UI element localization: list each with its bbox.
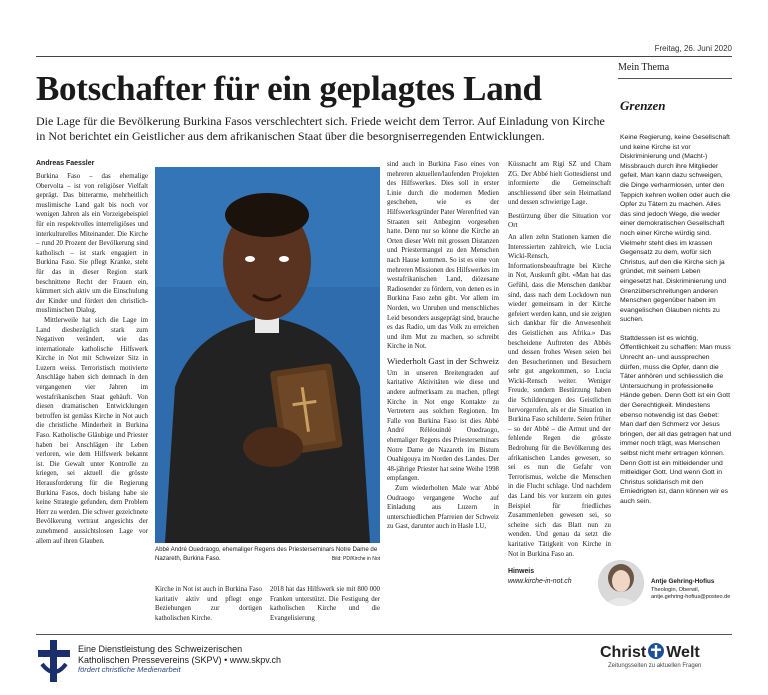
top-rule	[36, 56, 732, 57]
subheading: Wiederholt Gast in der Schweiz	[387, 355, 500, 366]
sidebar-title: Grenzen	[620, 98, 666, 113]
columnist-role: Theologin, Oberwil,	[651, 586, 700, 593]
columnist-name: Antje Gehring-Hofius	[651, 578, 715, 585]
sidebar-text	[620, 133, 732, 507]
paragraph: sind auch in Burkina Faso eines von mehreren aktuellen/laufenden Projekten des Hilfswerkes. Dies soll in erster Linie durch die modernen Medien geschehen, wie es der Hilfswerksgründer Pater Werenfried van Straaten seit Anbeginn vorgesehen hatte. Denn nur so könne die Kirche an Orten dieser Welt mit grossen Distanzen und Priestermangel zu den Menschen nach Hause kommen. So ist es eine von mehreren Missionen des Hilfswerkes im westafrikanischen Land, diözesane Radiosender zu fördern, von denen es in Burkina Faso zehn gibt. Vor allem im Norden, wo Unruhen und menschliches Leid besonders ausgeprägt sind, brauche es das Radio, um das Volk zu erreichen und ihm Mut zu machen, so schreibt Kirche in Not.	[387, 161, 499, 351]
article-column-3	[270, 585, 380, 623]
sidebar-rule	[618, 78, 732, 79]
globe-cross-icon	[647, 642, 665, 660]
issue-date: Freitag, 26. Juni 2020	[654, 44, 732, 53]
article-column-4	[387, 160, 499, 532]
paragraph: Zum wiederholten Male war Abbé Oudraogo vergangene Woche auf Einladung aus Luzern in unterschiedlichen Pfarreien der Schweiz zu Gast, darunter auch in Hasle LU,	[387, 485, 499, 531]
logo-welt: Welt	[666, 644, 700, 661]
headline: Botschafter für ein geplagtes Land	[36, 69, 542, 108]
hinweis-label: Hinweis	[508, 568, 535, 576]
paragraph: Um in unseren Breitengraden auf karitative Aktivitäten wie diese und andere aufmerksam zu machen, pflegt Kirche in Not enge Kontakte zu Vertretern aus solchen Regionen. Im Falle von Burkina Faso ist dies Abbé André Réléouindé Ouedraogo, ehemaliger Regens des Priesterseminars Notre Dame de Nazareth im Bistum Ouahigouya im Norden des Landes. Der 48-jährige Priester hat seine Weihe 1998 empfangen.	[387, 369, 499, 483]
paragraph: Stattdessen ist es wichtig, Öffentlichkeit zu schaffen: Man muss Unrecht an- und aussprechen dürfen, muss die Opfer, dann die Täter anhören und schliesslich die Untersuchung in professionelle Hände geben. Denn Gott ist ein Gott der Gerechtigkeit. Mindestens ebenso notwendig ist das Gebet: Man darf den Schmerz vor Jesus bringen, der all das getragen hat und immer noch trägt, was Menschen selbst nicht mehr ertragen können. Denn Gott ist ein mitleidender und mitleidiger Gott. Und wenn Gott in Christus solidarisch mit den Erniedrigten ist, dann können wir es auch sein.	[620, 334, 732, 505]
article-column-1	[36, 172, 148, 546]
paragraph: Keine Regierung, keine Gesellschaft und keine Kirche ist vor Diskriminierung und (Macht-) Missbrauch durch ihre Mitglieder gefeit. Man kann dazu schweigen, die Dinge verharmlosen, unter den Teppich kehren wollen oder auch die Opfer zu Tätern zu machen. Alles das sind jedoch Wege, die weder einer demokratischen Gesellschaft noch einer Kirche würdig sind. Vielmehr steht dies im krassen Gegensatz zu dem, wofür sich Christus, auf den die Kirche sich ja gründet, mit seinem Leben eingesetzt hat. Diskriminierung und Grenzüberschreitungen anderen Menschen gegenüber haben im evangelischen Glauben nichts zu suchen.	[620, 134, 731, 324]
skpv-notice	[78, 644, 281, 676]
skpv-slogan: fördert christliche Medienarbeit	[78, 665, 181, 674]
hinweis-link[interactable]: www.kirche-in-not.ch	[508, 577, 572, 585]
author-byline: Andreas Faessler	[36, 160, 95, 167]
skpv-line-2: Katholischen Pressevereins (SKPV) • www.skpv.ch	[78, 654, 282, 665]
sidebar-kicker: Mein Thema	[618, 62, 670, 73]
skpv-line-1: Eine Dienstleistung des Schweizerischen	[78, 644, 243, 654]
priest-photo-image	[155, 167, 380, 543]
author-avatar	[598, 560, 644, 606]
priest-photo	[155, 167, 380, 543]
columnist-info	[651, 578, 735, 602]
paragraph: Küssnacht am Rigi SZ und Cham ZG. Der Abbé hielt Gottesdienst und informierte die Gemeinschaft anschliessend über sein Heimatland und dessen schwierige Lage.	[508, 161, 611, 207]
caption-text: Abbé André Ouedraogo, ehemaliger Regens des Priesterseminars Notre Dame de Nazareth, Burkina Faso.	[155, 546, 378, 562]
paragraph: Burkina Faso – das ehemalige Obervolta – ist von religiöser Vielfalt geprägt. Das bitterarme, mehrheitlich muslimische Land galt bis noch vor wenigen Jahren als ein Vorzeigebeispiel für ein respektvolles interreligiöses und interkulturelles Miteinander. Die Kirche – rund 20 Prozent der Bevölkerung sind katholisch – ist stark engagiert in Burkina Faso. Sie pflegt Kranke, steht für das in dieser Region stark beschnittene Recht der Frauen ein, kümmert sich aktiv um die Einschulung der Kinder und fördert den christlich-muslimischen Dialog.	[36, 173, 148, 315]
skpv-cross-icon	[38, 640, 70, 682]
subheading: Bestürzung über die Situation vor Ort	[508, 211, 611, 229]
columnist-email[interactable]: antje.gehring-hofius@posteo.de	[651, 594, 731, 600]
christ-welt-logo	[600, 642, 700, 662]
lead-paragraph: Die Lage für die Bevölkerung Burkina Fasos verschlechtert sich. Friede weicht dem Terror. Auf Einladung von Kirche in Not berichtet ein Geistlicher aus dem afrikanischen Staat über die besorgniserregenden Entwicklungen.	[36, 114, 605, 143]
logo-christ: Christ	[600, 644, 647, 661]
paragraph: An allen zehn Stationen kamen die Interessierten zahlreich, wie Lucia Wicki-Rensch, Informationsbeauftragte bei Kirche in Not, Auskunft gibt. «Man hat das Gefühl, dass die Menschen dankbar sind, dass nach dem Lockdown nun wieder gemeinsam in der Kirche gefeiert werden kann, und sie zeigten sich dankbar für die Anwesenheit des Geistlichen aus Afrika.» Das bescheidene Auftreten des Abbés und dessen frohes Wesen seien bei den Besucherinnen und Besuchern sehr gut angekommen, so Lucia Wicki-Rensch weiter. Weniger Freude, sondern Bestürzung haben die Schilderungen des Geistlichen hervorgerufen, als er die Situation in Burkina Faso schilderte. Seien früher – so der Abbé – die Armut und der fehlende Regen die grösste Bedrohung für die Bevölkerung des afrikanischen Landes gewesen, so sei es nun die Gefahr von Terrorismus, welche die Menschen in die Flucht schlage. Und nachdem das Land bis vor kurzem ein gutes Beispiel für friedliches Zusammenleben gewesen sei, so scheine sich das Blatt nun zu wenden. Und genau da setzt die karitative Tätigkeit von Kirche in Not in Burkina Faso an.	[508, 233, 611, 558]
paragraph: 2018 hat das Hilfswerk sie mit 800 000 Franken unterstützt. Die Festigung der katholischen Kirche und die Evangelisierung	[270, 586, 380, 622]
paragraph: Kirche in Not ist auch in Burkina Faso karitativ aktiv und pflegt enge Beziehungen zur dortigen katholischen Kirche.	[155, 586, 262, 622]
author-portrait-image	[598, 560, 644, 606]
logo-tagline: Zeitungsseiten zu aktuellen Fragen	[608, 663, 702, 669]
article-column-5	[508, 160, 611, 586]
article-column-2	[155, 585, 262, 623]
footer-rule	[36, 634, 732, 635]
paragraph: Mittlerweile hat sich die Lage im Land diesbezüglich stark zum Negativen verändert, wie das internationale katholische Hilfswerk Kirche in Not mit Schweizer Sitz in Luzern weiss. Terroristisch motivierte Anschläge haben sich demnach in den vergangenen vier Jahren im westafrikanischen Staat gehäuft. Von diesen dramatischen Entwicklungen betroffen ist gemäss Kirche in Not auch die christliche Minderheit in Burkina Faso. Katholische Gläubige und Priester haben bei Anschlägen ihr Leben verloren, wie dem Hilfswerk bekannt ist. Die Gewalt unter Kontrolle zu kriegen, sei aktuell die grösste Herausforderung für die Regierung Burkina Fasos, doch bislang habe sie keine Strategie gefunden, dem Problem Herr zu werden. Die schwer gezeichnete Bevölkerung vertraut angesichts der zunehmend aussichtslosen Lage vor allem auf ihren Glauben.	[36, 316, 148, 545]
photo-credit: Bild: PD/Kirche in Not	[331, 555, 380, 562]
photo-caption	[155, 546, 380, 563]
